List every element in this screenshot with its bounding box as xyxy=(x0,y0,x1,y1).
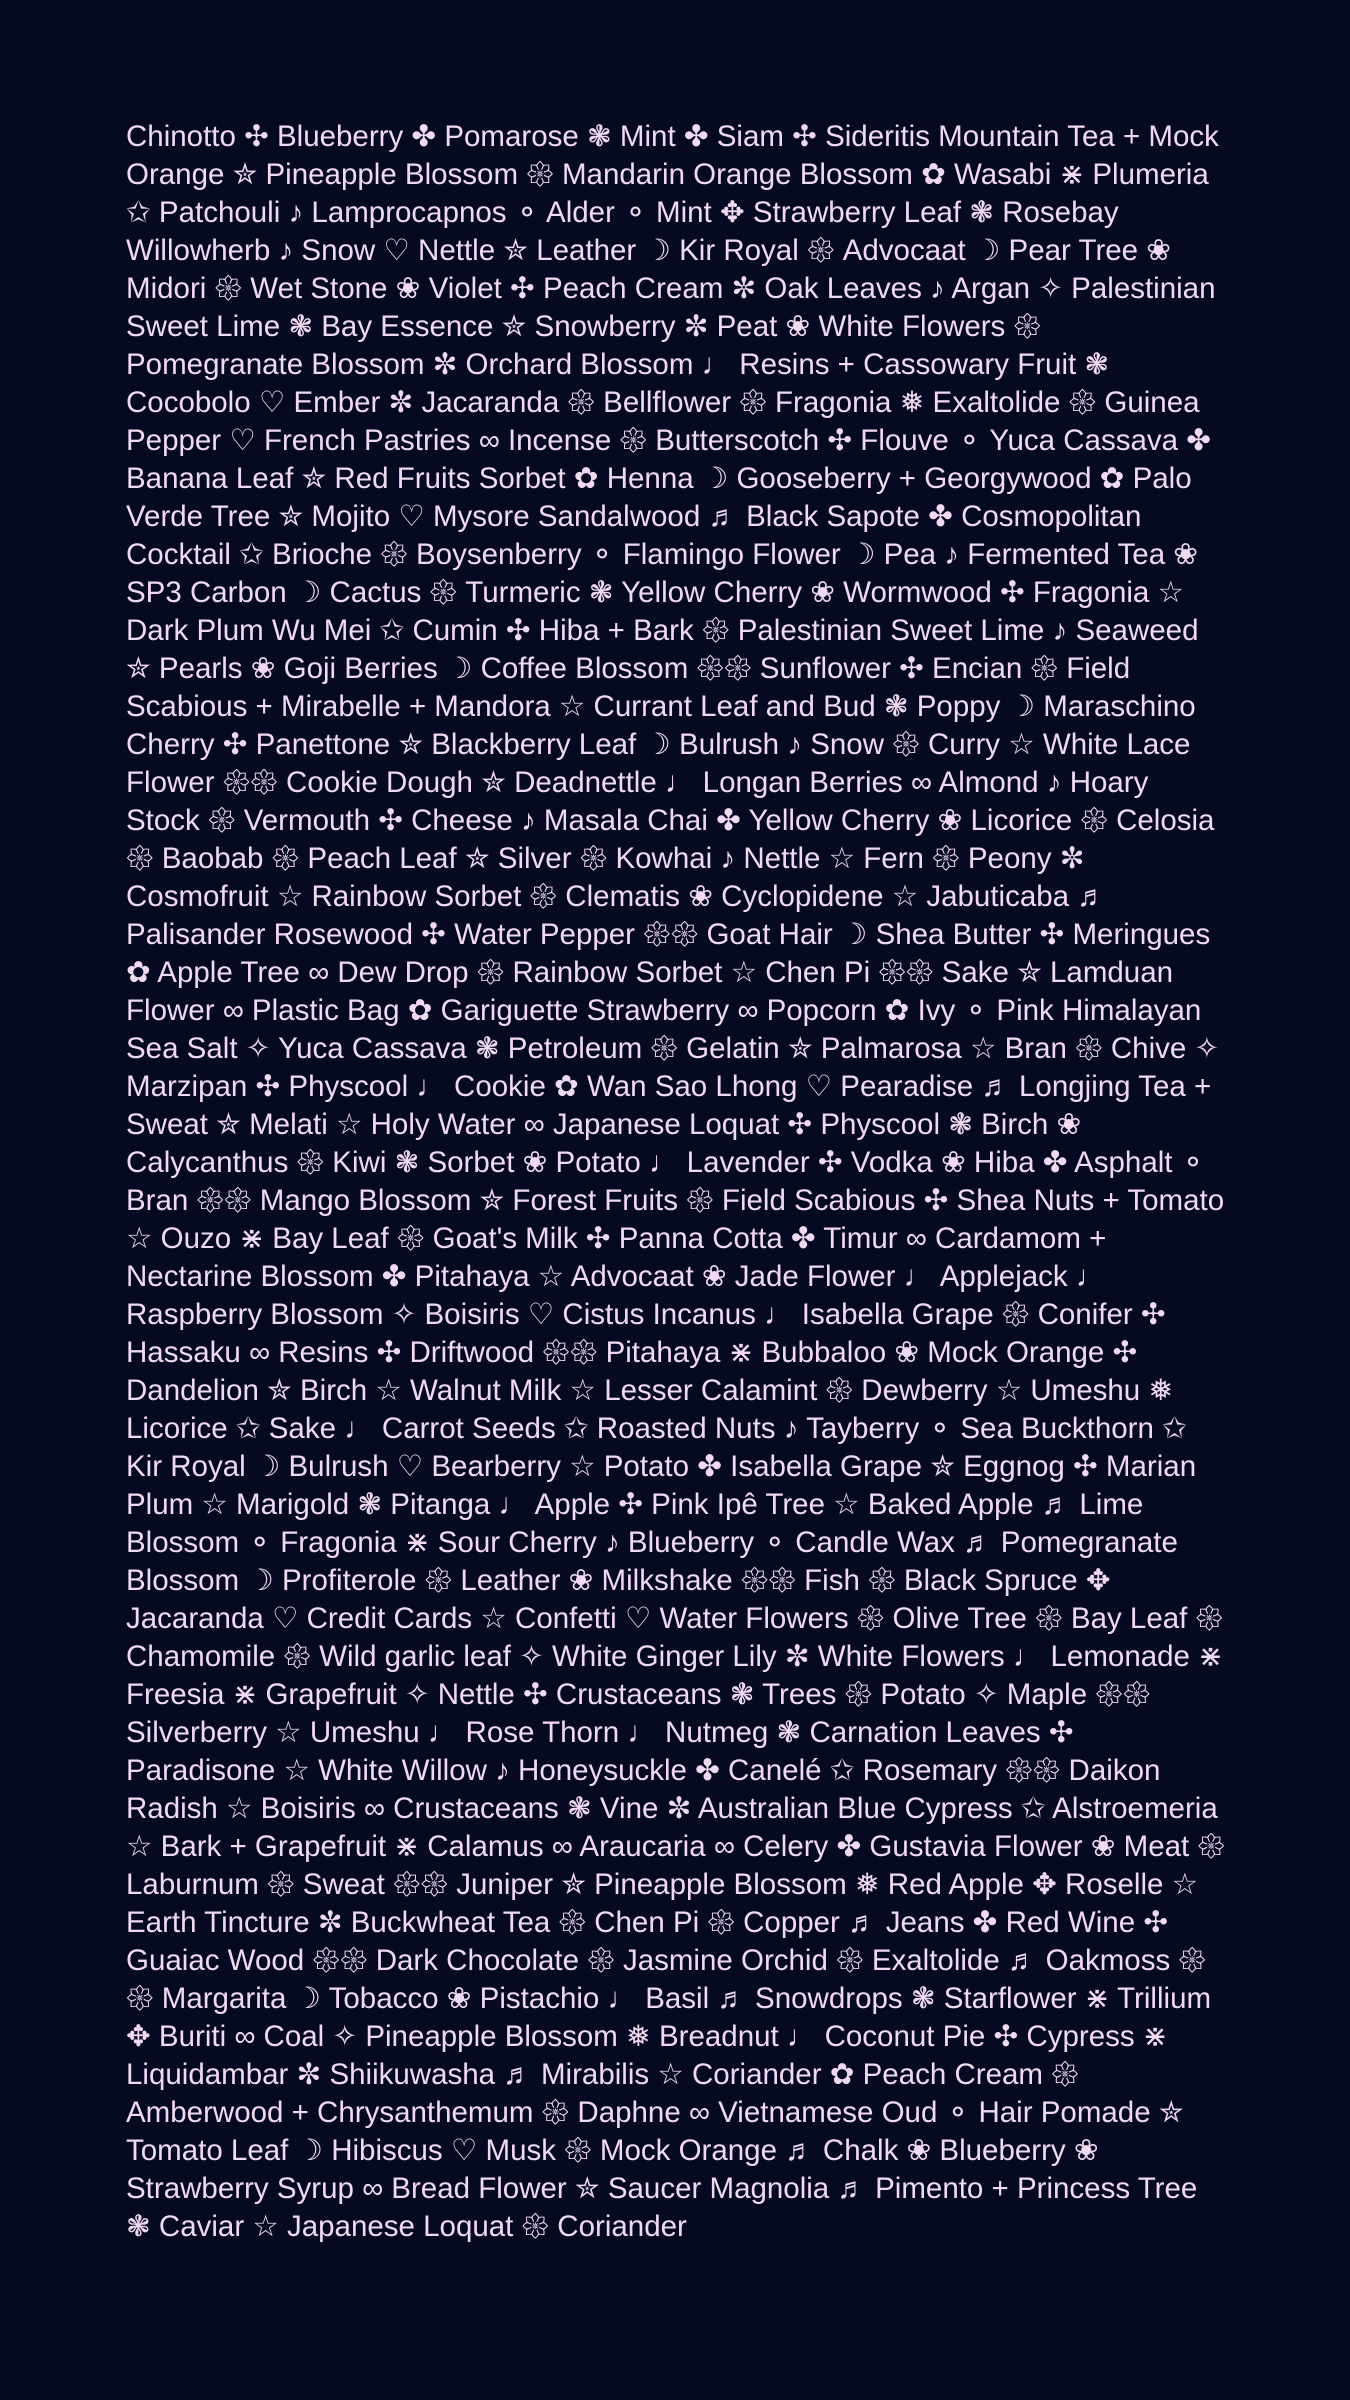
document-text: Chinotto ✣ Blueberry ✤ Pomarose ❃ Mint ✤ Siam ✣ Sideritis Mountain Tea + Mock Orange ✮ Pineapple Blossom 𑁍 Mandarin Orange Blossom ✿ Wasabi ⋇ Plumeria ✩ Patchouli ♪ Lamprocapnos ⚬ Alder ⚬ Mint ✥ Strawberry Leaf ❃ Rosebay Willowherb ♪ Snow ♡ Nettle ✮ Leather ☽ Kir Royal 𑁍 Advocaat ☽ Pear Tree ❀ Midori 𑁍 Wet Stone ❀ Violet ✣ Peach Cream ✼ Oak Leaves ♪ Argan ✧ Palestinian Sweet Lime ❃ Bay Essence ✮ Snowberry ✼ Peat ❀ White Flowers 𑁍 Pomegranate Blossom ✼ Orchard Blossom ♩ Resins + Cassowary Fruit ❃ Cocobolo ♡ Ember ✼ Jacaranda 𑁍 Bellflower 𑁍 Fragonia ❅ Exaltolide 𑁍 Guinea Pepper ♡ French Pastries ∞ Incense 𑁍 Butterscotch ✣ Flouve ⚬ Yuca Cassava ✤ Banana Leaf ✮ Red Fruits Sorbet ✿ Henna ☽ Gooseberry + Georgywood ✿ Palo Verde Tree ✮ Mojito ♡ Mysore Sandalwood ♬ Black Sapote ✤ Cosmopolitan Cocktail ✩ Brioche 𑁍 Boysenberry ⚬ Flamingo Flower ☽ Pea ♪ Fermented Tea ❀ SP3 Carbon ☽ Cactus 𑁍 Turmeric ❃ Yellow Cherry ❀ Wormwood ✣ Fragonia ☆ Dark Plum Wu Mei ✩ Cumin ✣ Hiba + Bark 𑁍 Palestinian Sweet Lime ♪ Seaweed ✮ Pearls ❀ Goji Berries ☽ Coffee Blossom 𑁍𑁍 Sunflower ✣ Encian 𑁍 Field Scabious + Mirabelle + Mandora ☆ Currant Leaf and Bud ❃ Poppy ☽ Maraschino Cherry ✣ Panettone ✮ Blackberry Leaf ☽ Bulrush ♪ Snow 𑁍 Curry ☆ White Lace Flower 𑁍𑁍 Cookie Dough ✮ Deadnettle ♩ Longan Berries ∞ Almond ♪ Hoary Stock 𑁍 Vermouth ✣ Cheese ♪ Masala Chai ✤ Yellow Cherry ❀ Licorice 𑁍 Celosia 𑁍 Baobab 𑁍 Peach Leaf ✮ Silver 𑁍 Kowhai ♪ Nettle ☆ Fern 𑁍 Peony ✼ Cosmofruit ☆ Rainbow Sorbet 𑁍 Clematis ❀ Cyclopidene ☆ Jabuticaba ♬ Palisander Rosewood ✣ Water Pepper 𑁍𑁍 Goat Hair ☽ Shea Butter ✣ Meringues ✿ Apple Tree ∞ Dew Drop 𑁍 Rainbow Sorbet ☆ Chen Pi 𑁍𑁍 Sake ✮ Lamduan Flower ∞ Plastic Bag ✿ Gariguette Strawberry ∞ Popcorn ✿ Ivy ⚬ Pink Himalayan Sea Salt ✧ Yuca Cassava ❃ Petroleum 𑁍 Gelatin ✮ Palmarosa ☆ Bran 𑁍 Chive ✧ Marzipan ✣ Physcool ♩ Cookie ✿ Wan Sao Lhong ♡ Pearadise ♬ Longjing Tea + Sweat ✮ Melati ☆ Holy Water ∞ Japanese Loquat ✣ Physcool ❃ Birch ❀ Calycanthus 𑁍 Kiwi ❃ Sorbet ❀ Potato ♩ Lavender ✣ Vodka ❀ Hiba ✤ Asphalt ⚬ Bran 𑁍𑁍 Mango Blossom ✮ Forest Fruits 𑁍 Field Scabious ✣ Shea Nuts + Tomato ☆ Ouzo ⋇ Bay Leaf 𑁍 Goat's Milk ✣ Panna Cotta ✤ Timur ∞ Cardamom + Nectarine Blossom ✤ Pitahaya ☆ Advocaat ❀ Jade Flower ♩ Applejack ♩ Raspberry Blossom ✧ Boisiris ♡ Cistus Incanus ♩ Isabella Grape 𑁍 Conifer ✣ Hassaku ∞ Resins ✣ Driftwood 𑁍𑁍 Pitahaya ⋇ Bubbaloo ❀ Mock Orange ✣ Dandelion ✮ Birch ☆ Walnut Milk ☆ Lesser Calamint 𑁍 Dewberry ☆ Umeshu ❅ Licorice ✩ Sake ♩ Carrot Seeds ✩ Roasted Nuts ♪ Tayberry ⚬ Sea Buckthorn ✩ Kir Royal ☽ Bulrush ♡ Bearberry ☆ Potato ✤ Isabella Grape ✮ Eggnog ✣ Marian Plum ☆ Marigold ❃ Pitanga ♩ Apple ✣ Pink Ipê Tree ☆ Baked Apple ♬ Lime Blossom ⚬ Fragonia ⋇ Sour Cherry ♪ Blueberry ⚬ Candle Wax ♬ Pomegranate Blossom ☽ Profiterole 𑁍 Leather ❀ Milkshake 𑁍𑁍 Fish 𑁍 Black Spruce ✥ Jacaranda ♡ Credit Cards ☆ Confetti ♡ Water Flowers 𑁍 Olive Tree 𑁍 Bay Leaf 𑁍 Chamomile 𑁍 Wild garlic leaf ✧ White Ginger Lily ✼ White Flowers ♩ Lemonade ⋇ Freesia ⋇ Grapefruit ✧ Nettle ✣ Crustaceans ❃ Trees 𑁍 Potato ✧ Maple 𑁍𑁍 Silverberry ☆ Umeshu ♩ Rose Thorn ♩ Nutmeg ❃ Carnation Leaves ✣ Paradisone ☆ White Willow ♪ Honeysuckle ✤ Canelé ✩ Rosemary 𑁍𑁍 Daikon Radish ☆ Boisiris ∞ Crustaceans ❃ Vine ✼ Australian Blue Cypress ✩ Alstroemeria ☆ Bark + Grapefruit ⋇ Calamus ∞ Araucaria ∞ Celery ✤ Gustavia Flower ❀ Meat 𑁍 Laburnum 𑁍 Sweat 𑁍𑁍 Juniper ✮ Pineapple Blossom ❅ Red Apple ✥ Roselle ☆ Earth Tincture ✼ Buckwheat Tea 𑁍 Chen Pi 𑁍 Copper ♬ Jeans ✤ Red Wine ✣ Guaiac Wood 𑁍𑁍 Dark Chocolate 𑁍 Jasmine Orchid 𑁍 Exaltolide ♬ Oakmoss 𑁍𑁍 Margarita ☽ Tobacco ❀ Pistachio ♩ Basil ♬ Snowdrops ❃ Starflower ⋇ Trillium ✥ Buriti ∞ Coal ✧ Pineapple Blossom ❅ Breadnut ♩ Coconut Pie ✣ Cypress ⋇ Liquidambar ✼ Shiikuwasha ♬ Mirabilis ☆ Coriander ✿ Peach Cream 𑁍 Amberwood + Chrysanthemum 𑁍 Daphne ∞ Vietnamese Oud ⚬ Hair Pomade ✮ Tomato Leaf ☽ Hibiscus ♡ Musk 𑁍 Mock Orange ♬ Chalk ❀ Blueberry ❀ Strawberry Syrup ∞ Bread Flower ✮ Saucer Magnolia ♬ Pimento + Princess Tree ❃ Caviar ☆ Japanese Loquat 𑁍 Coriander xyxy=(126,120,1225,2243)
document-body xyxy=(126,118,1226,2246)
